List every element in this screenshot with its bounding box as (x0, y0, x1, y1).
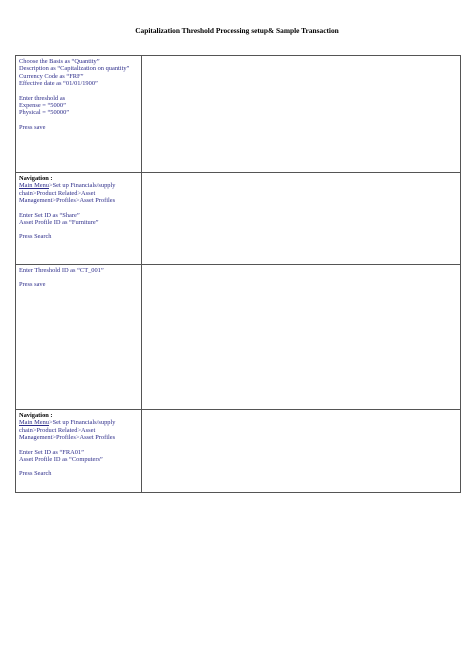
instruction-cell (16, 410, 142, 493)
navigation-path: Main Menu>Set up Financials/supply chain>Product Related>Asset Management>Profiles>Asset Profiles (19, 419, 116, 442)
step-row (16, 265, 461, 410)
instruction-line: Physical = “50000” (19, 109, 70, 117)
screenshot-cell (142, 56, 461, 173)
instruction-table (15, 55, 461, 493)
instruction-line: Enter threshold as (19, 94, 66, 102)
step-row (16, 56, 461, 173)
screenshot-cell (142, 173, 461, 265)
navigation-path: Main Menu>Set up Financials/supply chain>Product Related>Asset Management>Profiles>Asset Profiles (19, 182, 116, 205)
instruction-line: Enter Set ID as “Share” (19, 211, 80, 219)
screenshot-cell (142, 410, 461, 493)
instruction-line: Expense = “5000” (19, 102, 66, 110)
instruction-line: Press Search (19, 470, 52, 478)
instruction-line: Enter Set ID as “FRA01” (19, 448, 84, 456)
instruction-line: Press save (19, 123, 46, 131)
step-row (16, 173, 461, 265)
instruction-line: Effective date as “01/01/1900” (19, 80, 98, 88)
instruction-line: Enter Threshold ID as “CT_001” (19, 267, 104, 274)
instruction-line: Asset Profile ID as “Computers” (19, 456, 103, 464)
instruction-cell (16, 173, 142, 265)
instruction-cell (16, 56, 142, 173)
instruction-line: Choose the Basis as “Quantity” (19, 58, 100, 65)
navigation-heading: Navigation : (19, 175, 53, 182)
instruction-line: Asset Profile ID as “Furniture” (19, 219, 99, 227)
instruction-line: Description as “Capitalization on quantity” (19, 65, 130, 73)
step-row (16, 410, 461, 493)
instruction-line: Currency Code as “FRF” (19, 72, 84, 80)
navigation-heading: Navigation : (19, 412, 53, 419)
instruction-line: Press Search (19, 233, 52, 241)
instruction-line: Press save (19, 281, 46, 289)
document-title: Capitalization Threshold Processing setup& Sample Transaction (135, 26, 339, 35)
screenshot-cell (142, 265, 461, 410)
instruction-cell (16, 265, 142, 410)
